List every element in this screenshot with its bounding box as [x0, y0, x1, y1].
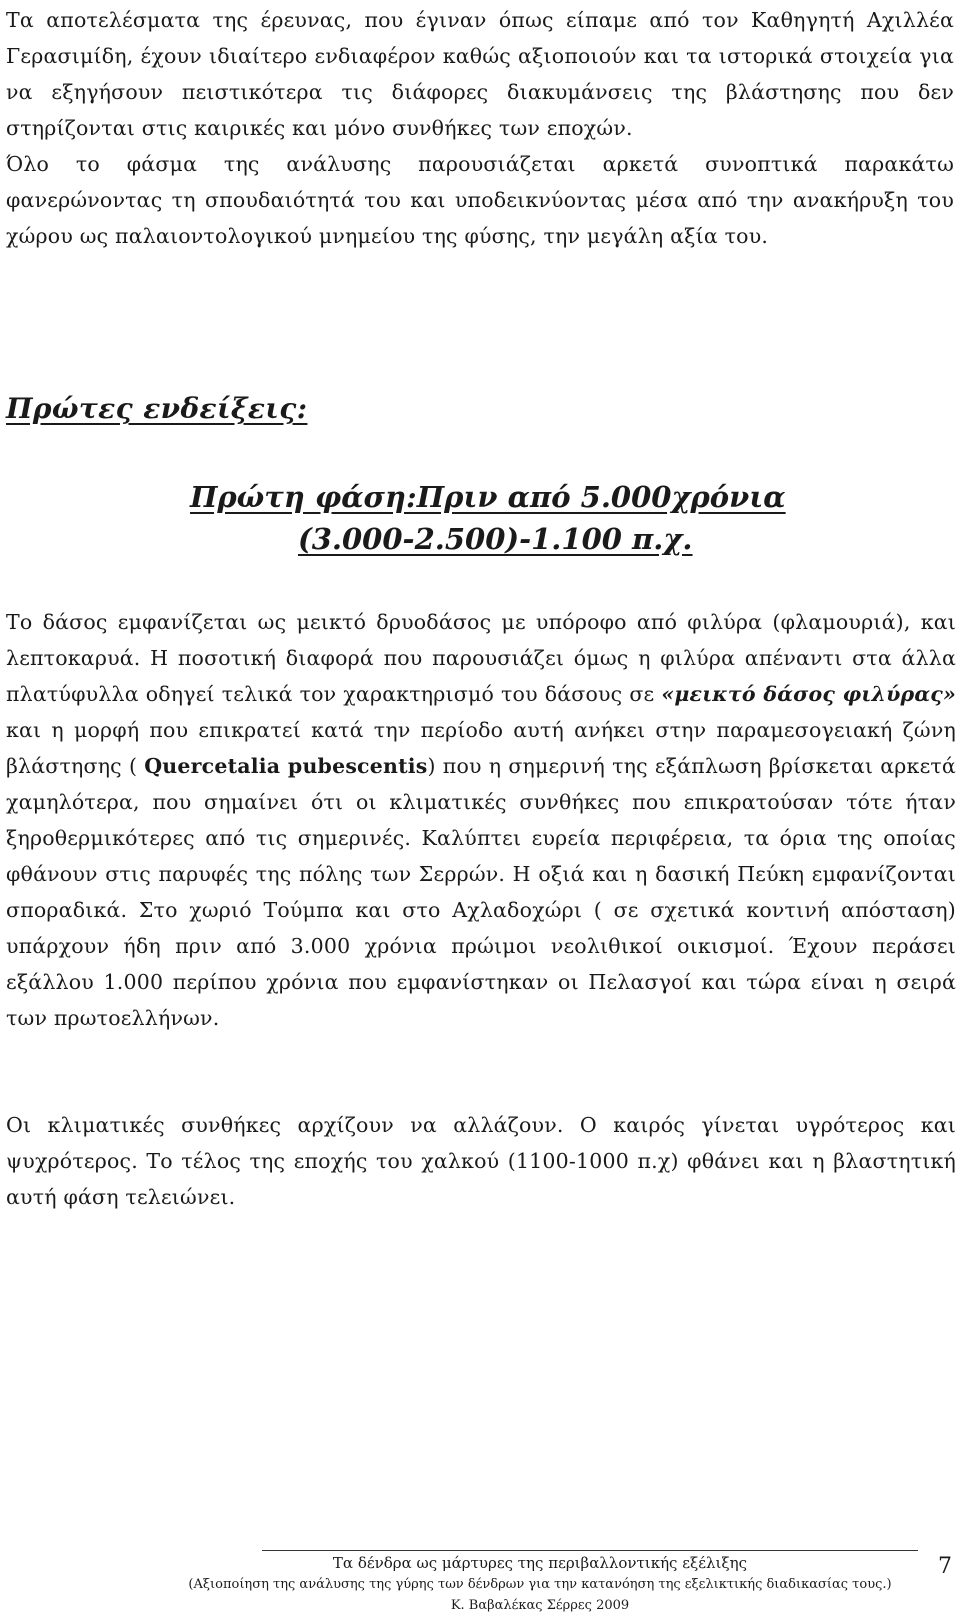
page-footer: [160, 1553, 920, 1616]
quercetalia-term: Quercetalia pubescentis: [144, 754, 428, 778]
footer-title: Τα δένδρα ως μάρτυρες της περιβαλλοντικής εξέλιξης: [332, 1554, 748, 1572]
phase-title-line-2: (3.000-2.500)-1.100 π.χ.: [298, 522, 693, 556]
intro-paragraph-1: Τα αποτελέσματα της έρευνας, που έγιναν όπως είπαμε από τον Καθηγητή Αχιλλέα Γερασιμίδη, έχουν ιδιαίτερο ενδιαφέρον καθώς αξιοποιούν και τα ιστορικά στοιχεία για να εξηγήσουν πειστικότερα τις διάφορες διακυμάνσεις της βλάστησης που δεν στηρίζονται στις καιρικές και μόνο συνθήκες των εποχών.: [6, 8, 954, 140]
phase-title: [190, 476, 790, 560]
page-number: 7: [938, 1554, 952, 1579]
phase-text-part-1: Το δάσος εμφανίζεται ως μεικτό δρυοδάσος με υπόροφο από φιλύρα (φλαμουριά), και λεπτοκαρυά. Η ποσοτική διαφορά που παρουσιάζει όμως η φιλύρα απέναντι στα άλλα πλατύφυλλα οδηγεί τελικά τον χαρακτηρισμό του δάσους σε: [6, 610, 956, 706]
footer-subtitle: (Αξιοποίηση της ανάλυσης της γύρης των δένδρων για την κατανόηση της εξελικτικής διαδικασίας τους.): [188, 1577, 892, 1592]
phase-text-part-3: ) που η σημερινή της εξάπλωση βρίσκεται αρκετά χαμηλότερα, που σημαίνει ότι οι κλιματικές συνθήκες που επικρατούσαν τότε ήταν ξηροθερμικότερες από τις σημερινές. Καλύπτει ευρεία περιφέρεια, τα όρια της οποίας φθάνουν στις παρυφές της πόλης των Σερρών. Η οξιά και η δασική Πεύκη εμφανίζονται σποραδικά. Στο χωριό Τούμπα και στο Αχλαδοχώρι ( σε σχετικά κοντινή απόσταση) υπάρχουν ήδη πριν από 3.000 χρόνια πρώιμοι νεολιθικοί οικισμοί. Έχουν περάσει εξάλλου 1.000 περίπου χρόνια που εμφανίστηκαν οι Πελασγοί και τώρα είναι η σειρά των πρωτοελλήνων.: [6, 754, 956, 1030]
intro-section: [6, 2, 958, 254]
mixed-linden-forest-term: «μεικτό δάσος φιλύρας»: [661, 682, 956, 706]
footer-divider: [262, 1550, 918, 1551]
intro-paragraph-2: Όλο το φάσμα της ανάλυσης παρουσιάζεται αρκετά συνοπτικά παρακάτω φανερώνοντας τη σπουδαιότητά του και υποδεικνύοντας μέσα από την ανακήρυξη του χώρου ως παλαιοντολογικού μνημείου της φύσης, την μεγάλη αξία του.: [6, 152, 954, 248]
phase-paragraph: [6, 604, 956, 1036]
closing-paragraph: Οι κλιματικές συνθήκες αρχίζουν να αλλάζουν. Ο καιρός γίνεται υγρότερος και ψυχρότερος. Το τέλος της εποχής του χαλκού (1100-1000 π.χ) φθάνει και η βλαστητική αυτή φάση τελειώνει.: [6, 1113, 956, 1209]
closing-section: [6, 1107, 956, 1215]
phase-description: [6, 604, 956, 1036]
section-title: Πρώτες ενδείξεις:: [6, 392, 308, 425]
phase-text-part-2: και η μορφή που επικρατεί κατά την περίοδο αυτή ανήκει στην παραμεσογειακή ζώνη βλάστησης (: [6, 718, 956, 778]
phase-title-line-1: Πρώτη φάση:Πριν από 5.000χρόνια: [190, 480, 786, 514]
footer-author: Κ. Βαβαλέκας Σέρρες 2009: [450, 1598, 630, 1613]
